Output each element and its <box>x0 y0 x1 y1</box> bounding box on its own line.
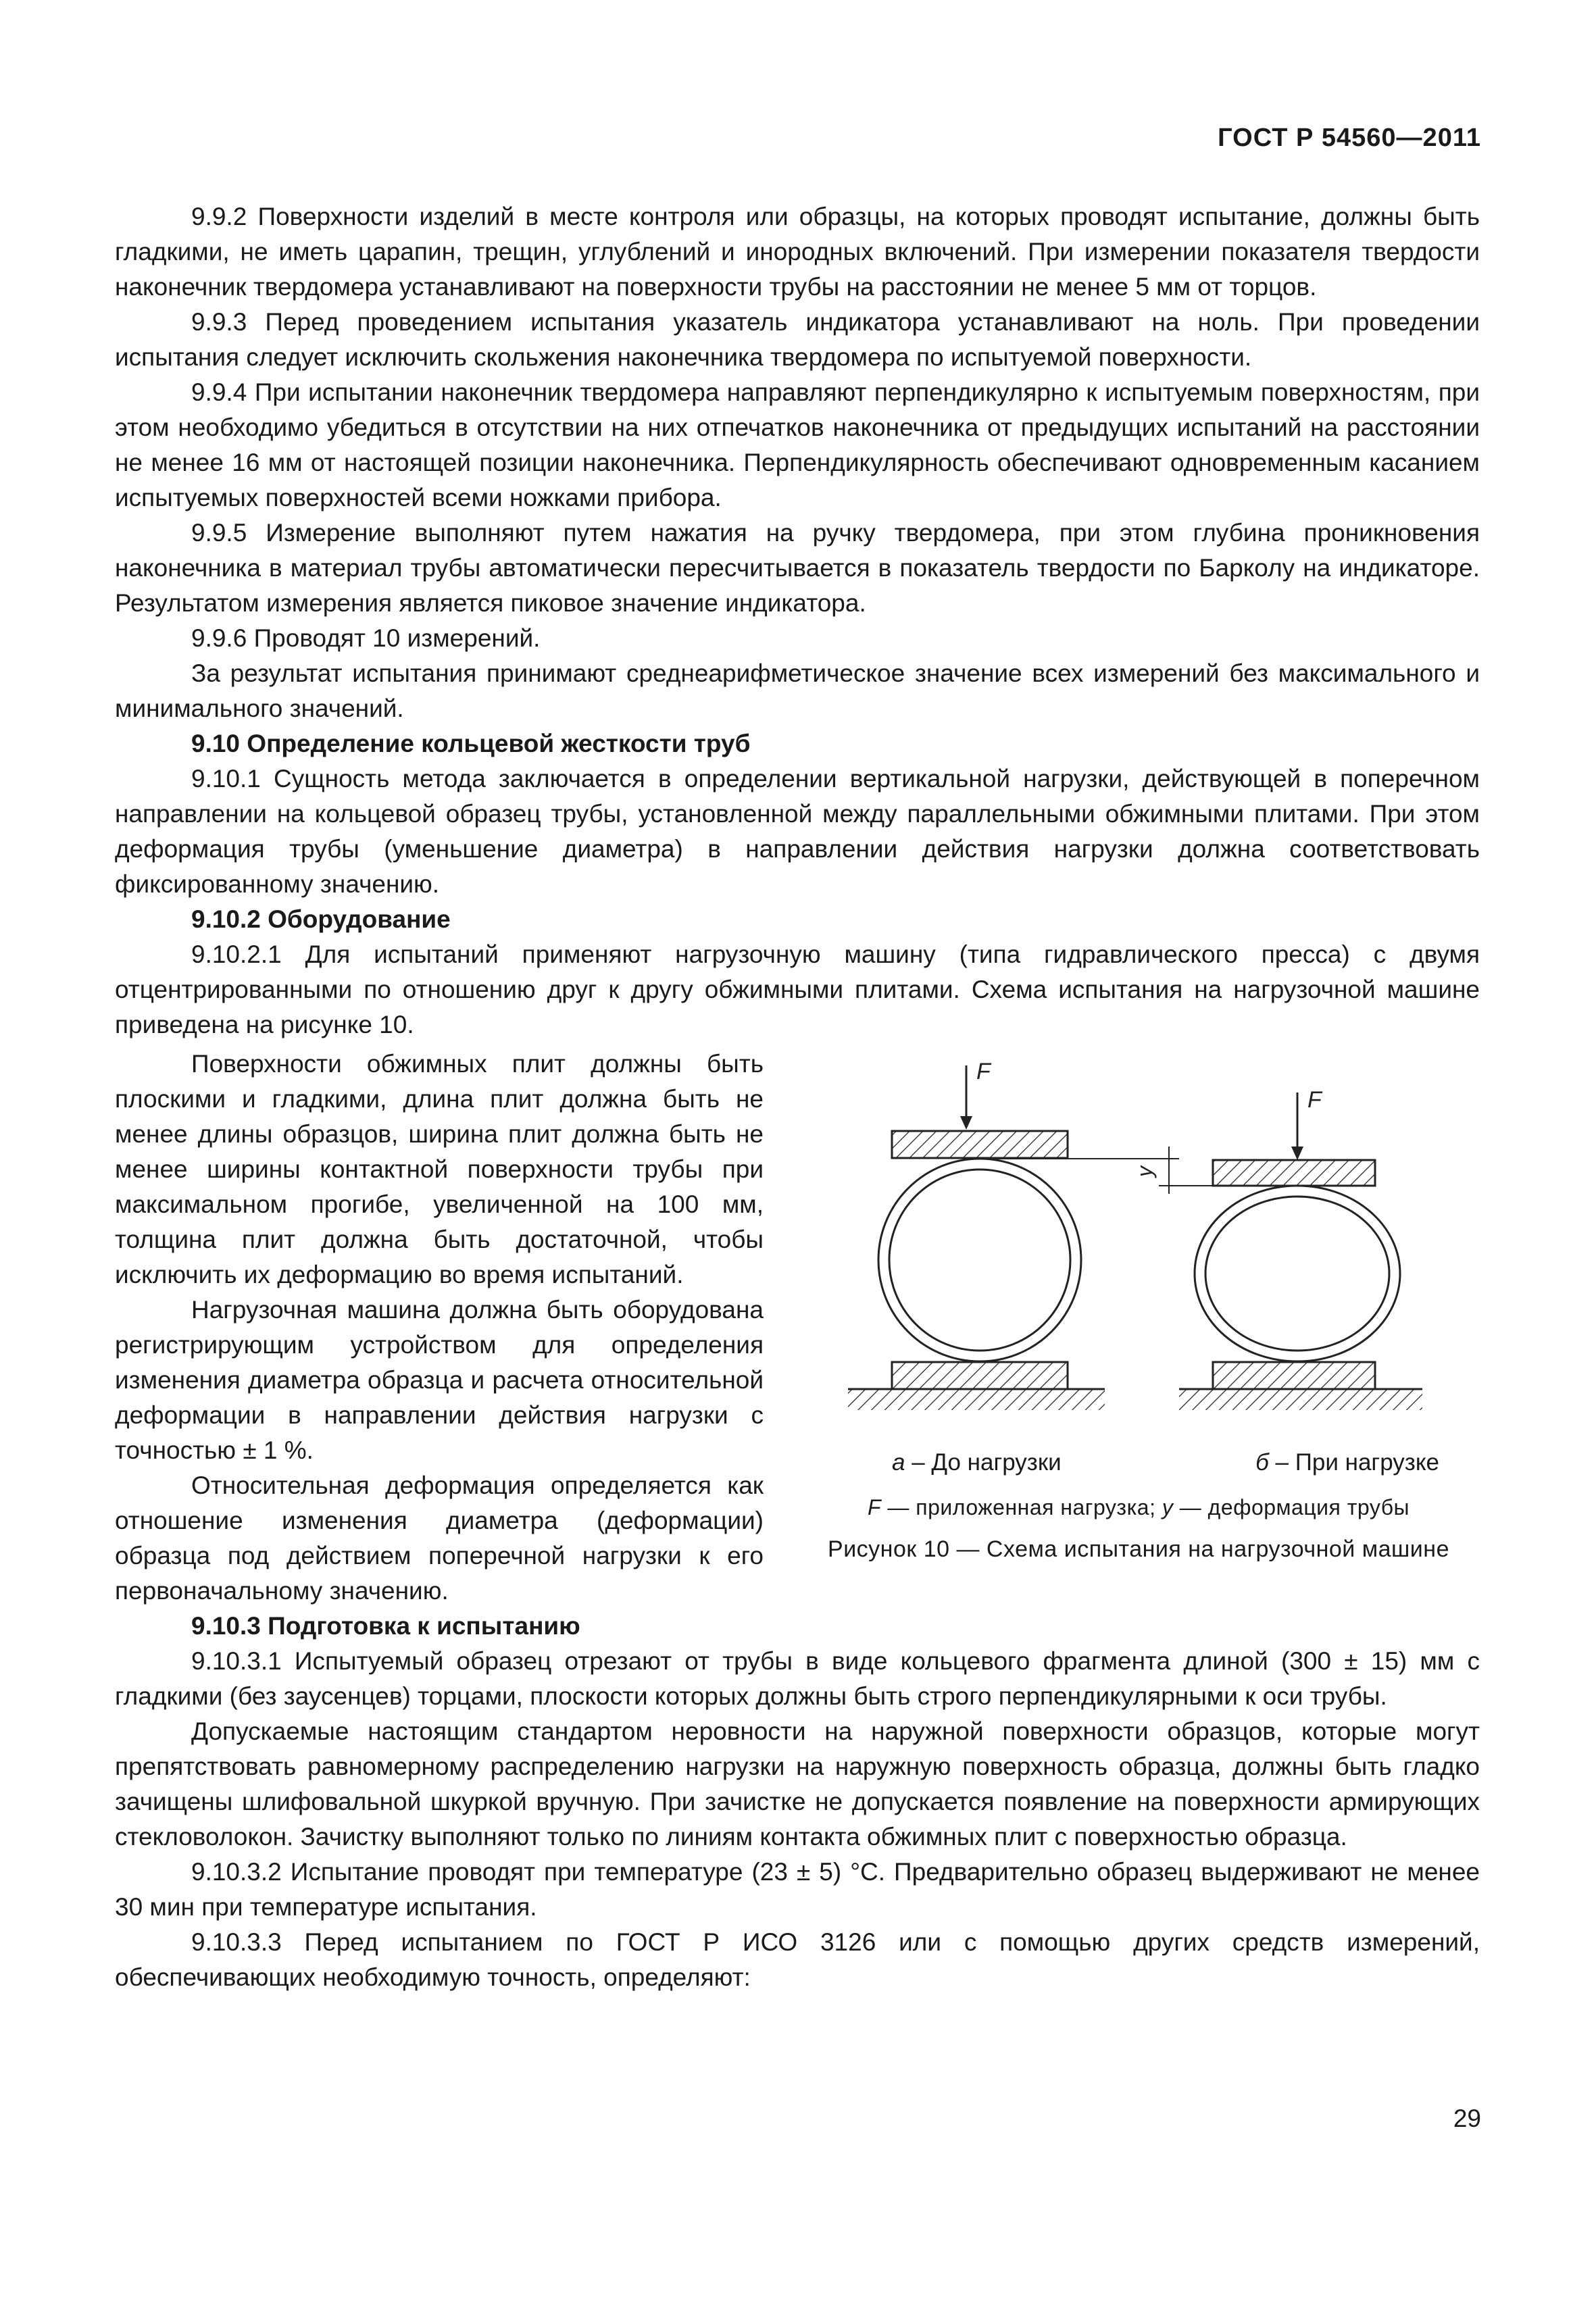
pipe-ring-outer <box>1195 1186 1400 1361</box>
figure-10 <box>797 1052 1480 1567</box>
force-label: F <box>1307 1087 1322 1113</box>
section-heading: 9.10.2 Оборудование <box>191 905 451 933</box>
upper-plate <box>892 1131 1068 1158</box>
paragraph: 9.10.3.3 Перед испытанием по ГОСТ Р ИСО 3126 или с помощью других средств измерений, обеспечивающих необходимую точность, определяют: <box>115 1928 1480 1991</box>
ground-hatch <box>1179 1390 1422 1410</box>
paragraph: Относительная деформация определяется как отношение изменения диаметра (деформации) образца под действием поперечной нагрузки к его первоначальному значению. <box>115 1472 764 1605</box>
paragraph: 9.9.2 Поверхности изделий в месте контроля или образцы, на которых проводят испытание, должны быть гладкими, не иметь царапин, трещин, углублений и инородных включений. При измерении показателя твердости наконечник твердомера устанавливают на поверхности трубы на расстоянии не менее 5 мм от торцов. <box>115 203 1480 301</box>
force-arrowhead <box>1291 1147 1303 1160</box>
force-label: F <box>976 1059 991 1084</box>
upper-plate <box>1213 1160 1375 1186</box>
diagram-under-load <box>1179 1087 1422 1410</box>
pipe-ring-inner <box>1205 1197 1389 1351</box>
figure-legend: F — приложенная нагрузка; y — деформация трубы <box>867 1495 1410 1519</box>
label-before-load: а – До нагрузки <box>892 1449 1062 1476</box>
text-figure-row <box>115 1047 1480 1609</box>
section-heading: 9.10.3 Подготовка к испытанию <box>191 1612 580 1640</box>
paragraph: 9.9.4 При испытании наконечник твердомера направляют перпендикулярно к испытуемым поверхностям, при этом необходимо убедиться в отсутствии на них отпечатков наконечника от предыдущих испытаний на расстоянии не менее 16 мм от настоящей позиции наконечника. Перпендикулярность обеспечивают одновременным касанием испытуемых поверхностей всеми ножками прибора. <box>115 378 1480 511</box>
test-scheme-diagram <box>814 1052 1463 1444</box>
paragraph: 9.10.3.2 Испытание проводят при температуре (23 ± 5) °С. Предварительно образец выдерживают не менее 30 мин при температуре испытания. <box>115 1858 1480 1921</box>
figure-sublabels <box>797 1445 1480 1480</box>
paragraph: 9.10.1 Сущность метода заключается в определении вертикальной нагрузки, действующей в поперечном направлении на кольцевой образец трубы, установленной между параллельными обжимными плитами. При этом деформация трубы (уменьшение диаметра) в направлении действия нагрузки должна соответствовать фиксированному значению. <box>115 765 1480 898</box>
figure-caption: Рисунок 10 — Схема испытания на нагрузочной машине <box>828 1536 1449 1562</box>
paragraph: За результат испытания принимают среднеарифметическое значение всех измерений без максимального и минимального значений. <box>115 659 1480 722</box>
paragraph: 9.9.6 Проводят 10 измерений. <box>191 624 541 652</box>
pipe-ring-outer <box>878 1159 1081 1361</box>
diagram-before-load <box>848 1059 1105 1410</box>
paragraph: 9.10.3.1 Испытуемый образец отрезают от трубы в виде кольцевого фрагмента длиной (300 ± 15) мм с гладкими (без заусенцев) торцами, плоскости которых должны быть строго перпендикулярными к оси трубы. <box>115 1647 1480 1710</box>
section-heading: 9.10 Определение кольцевой жесткости труб <box>191 730 751 757</box>
page-content <box>115 199 1480 1995</box>
paragraph: Поверхности обжимных плит должны быть плоскими и гладкими, длина плит должна быть не менее длины образцов, ширина плит должна быть не менее ширины контактной поверхности трубы при максимальном прогибе, увеличенной на 100 мм, толщина плит должна быть достаточной, чтобы исключить их деформацию во время испытаний. <box>115 1050 764 1288</box>
paragraph: 9.10.2.1 Для испытаний применяют нагрузочную машину (типа гидравлического пресса) с двумя отцентрированными по отношению друг к другу обжимными плитами. Схема испытания на нагрузочной машине приведена на рисунке 10. <box>115 940 1480 1038</box>
pipe-ring-inner <box>889 1169 1070 1351</box>
lower-plate <box>1213 1362 1375 1389</box>
page-number: 29 <box>1453 2105 1481 2132</box>
paragraph: Нагрузочная машина должна быть оборудована регистрирующим устройством для определения изменения диаметра образца и расчета относительной деформации в направлении действия нагрузки с точностью ± 1 %. <box>115 1296 764 1464</box>
force-arrowhead <box>960 1116 972 1130</box>
paragraph: Допускаемые настоящим стандартом неровности на наружной поверхности образцов, которые могут препятствовать равномерному распределению нагрузки на наружную поверхность образца, должны быть гладко зачищены шлифовальной шкуркой вручную. При зачистке не допускается появление на поверхности армирующих стекловолокон. Зачистку выполняют только по линиям контакта обжимных плит с поверхностью образца. <box>115 1717 1480 1851</box>
ground-hatch <box>848 1390 1105 1410</box>
paragraph: 9.9.3 Перед проведением испытания указатель индикатора устанавливают на ноль. При проведении испытания следует исключить скольжения наконечника твердомера по испытуемой поверхности. <box>115 308 1480 371</box>
label-under-load: б – При нагрузке <box>1255 1449 1439 1476</box>
paragraph: 9.9.5 Измерение выполняют путем нажатия на ручку твердомера, при этом глубина проникновения наконечника в материал трубы автоматически пересчитывается в показатель твердости по Барколу на индикаторе. Результатом измерения является пиковое значение индикатора. <box>115 519 1480 617</box>
left-column <box>115 1047 764 1609</box>
deformation-label: y <box>1132 1166 1157 1177</box>
page-header: ГОСТ Р 54560—2011 <box>1218 124 1481 152</box>
lower-plate <box>892 1362 1068 1389</box>
